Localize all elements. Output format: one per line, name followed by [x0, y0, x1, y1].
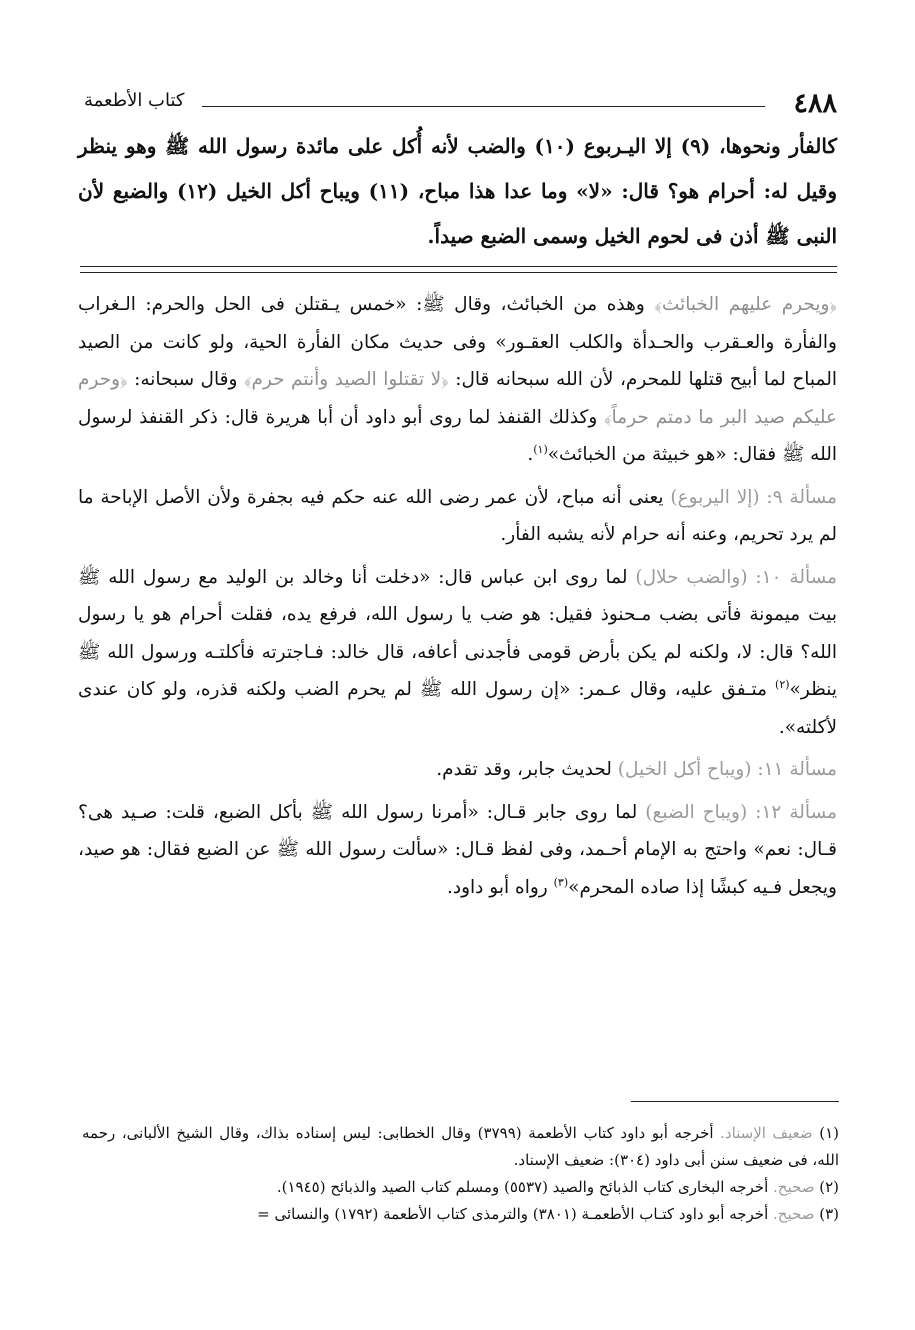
issue-label: مسألة ١١: (ويباح أكل الخيل): [617, 759, 837, 780]
footnote-text: أخرجه البخارى كتاب الذبائح والصيد (٥٥٣٧) ومسلم كتاب الصيد والذبائح (١٩٤٥).: [276, 1178, 769, 1196]
footnote-number: (٣): [819, 1205, 839, 1223]
quran-quote: ﴿لا تقتلوا الصيد وأنتم حرم﴾: [243, 369, 449, 390]
quran-quote: ﴿وحرم عليكم صيد البر ما دمتم حرماً﴾: [78, 369, 837, 428]
commentary: [78, 286, 837, 911]
paragraph-text: لما روى ابن عباس قال: «دخلت أنا وخالد بن الوليد مع رسول الله ﷺ بيت ميمونة فأتى بضب مـحنوذ فقيل: هو ضب يا رسول الله، فرفع يده، فقلت أحرام هو يا رسول الله؟ قال: لا، ولكنه لم يكن بأرض قومى فأجدنى أعافه، قال خالد: فـاجترته فأكلتـه ورسول الله ﷺ ينظر»: [78, 566, 837, 700]
page-number: ٤٨٨: [793, 88, 837, 119]
book-title: كتاب الأطعمة: [84, 90, 185, 111]
paragraph-text: لحديث جابر، وقد تقدم.: [436, 759, 612, 780]
paragraph-text: لما روى جابر قـال: «أمرنا رسول الله ﷺ بأكل الضبع، قلت: صـيد هى؟ قـال: نعم» واحتج به الإمام أحـمد، وفى لفظ قـال: «سألت رسول الله ﷺ عن الضبع فقال: هو صيد، ويجعل فـيه كبشًا إذا صاده المحرم»: [78, 801, 837, 898]
issue-label: مسألة ١٢: (ويباح الضبع): [645, 801, 837, 823]
footnotes: [82, 1120, 839, 1228]
issue-label: مسألة ٩: (إلا اليربوع): [670, 486, 837, 508]
footnote-ref: (٢): [775, 677, 790, 691]
header-rule: [202, 106, 765, 107]
footnote-grade: صحيح.: [773, 1178, 815, 1196]
running-header: [84, 88, 837, 118]
footnote: [82, 1201, 839, 1228]
footnote-text: أخرجه أبو داود كتـاب الأطعمـة (٣٨٠١) والترمذى كتاب الأطعمة (١٧٩٢) والنسائى =: [257, 1205, 769, 1223]
paragraph-end: .: [527, 444, 534, 465]
paragraph-text: وقال سبحانه:: [134, 369, 238, 390]
main-text-body: كالفأر ونحوها، (٩) إلا اليـربوع (١٠) والضب لأنه أُكل على مائدة رسول الله ﷺ وهو ينظر وقيل له: أحرام هو؟ قال: «لا» وما عدا هذا مباح، (١١) ويباح أكل الخيل (١٢) والضبع لأن النبى ﷺ أذن فى لحوم الخيل وسمى الضبع صيداً.: [78, 134, 838, 248]
footnote-grade: ضعيف الإسناد.: [720, 1124, 813, 1142]
footnote: [82, 1174, 839, 1201]
double-divider: [80, 266, 837, 273]
quran-quote: ﴿ويحرم عليهم الخبائث﴾: [654, 294, 838, 315]
paragraph-text: يعنى أنه مباح، لأن عمر رضى الله عنه حكم فيه بجفرة ولأن الأصل الإباحة ما لم يرد تحريم، وعنه أنه حرام لأنه يشبه الفأر.: [78, 486, 837, 545]
footnote-number: (١): [819, 1124, 839, 1142]
commentary-paragraph: [78, 751, 837, 789]
paragraph-text: رواه أبو داود.: [446, 876, 548, 898]
main-text: [78, 124, 837, 259]
footnote-rule: [631, 1101, 839, 1102]
footnote-ref: (٣): [553, 875, 569, 889]
footnote: [82, 1120, 839, 1174]
commentary-paragraph: [78, 794, 837, 907]
issue-label: مسألة ١٠: (والضب حلال): [635, 566, 838, 588]
commentary-paragraph: [78, 286, 837, 474]
paragraph-text: وهذه من الخبائث، وقال ﷺ: «خمس يـقتلن فى الحل والحرم: الـغراب والفأرة والعـقرب والحـدأة والكلب العقـور» وفى حديث مكان الفأرة الحية، ولو كانت من الصيد المباح لما أبيح قتلها للمحرم، لأن الله سبحانه قال:: [78, 294, 837, 390]
commentary-paragraph: [78, 559, 837, 747]
paragraph-text: متـفق عليه، وقال عـمر: «إن رسول الله ﷺ لم يحرم الضب ولكنه قذره، ولو كان عندى لأكلته».: [78, 679, 837, 738]
paragraph-text: وكذلك القنفذ لما روى أبو داود أن أبا هريرة قال: ذكر القنفذ لرسول الله ﷺ فقال: «هو خبيثة من الخبائث»: [78, 406, 837, 465]
footnote-text: أخرجه أبو داود كتاب الأطعمة (٣٧٩٩) وقال الخطابى: ليس إسناده بذاك، وقال الشيخ الألبانى، رحمه الله، فى ضعيف سنن أبى داود (٣٠٤): ضعيف الإسناد.: [82, 1124, 839, 1169]
footnote-number: (٢): [819, 1178, 839, 1196]
footnote-ref: (١): [533, 442, 548, 456]
commentary-paragraph: [78, 479, 837, 554]
footnote-grade: صحيح.: [773, 1205, 815, 1223]
